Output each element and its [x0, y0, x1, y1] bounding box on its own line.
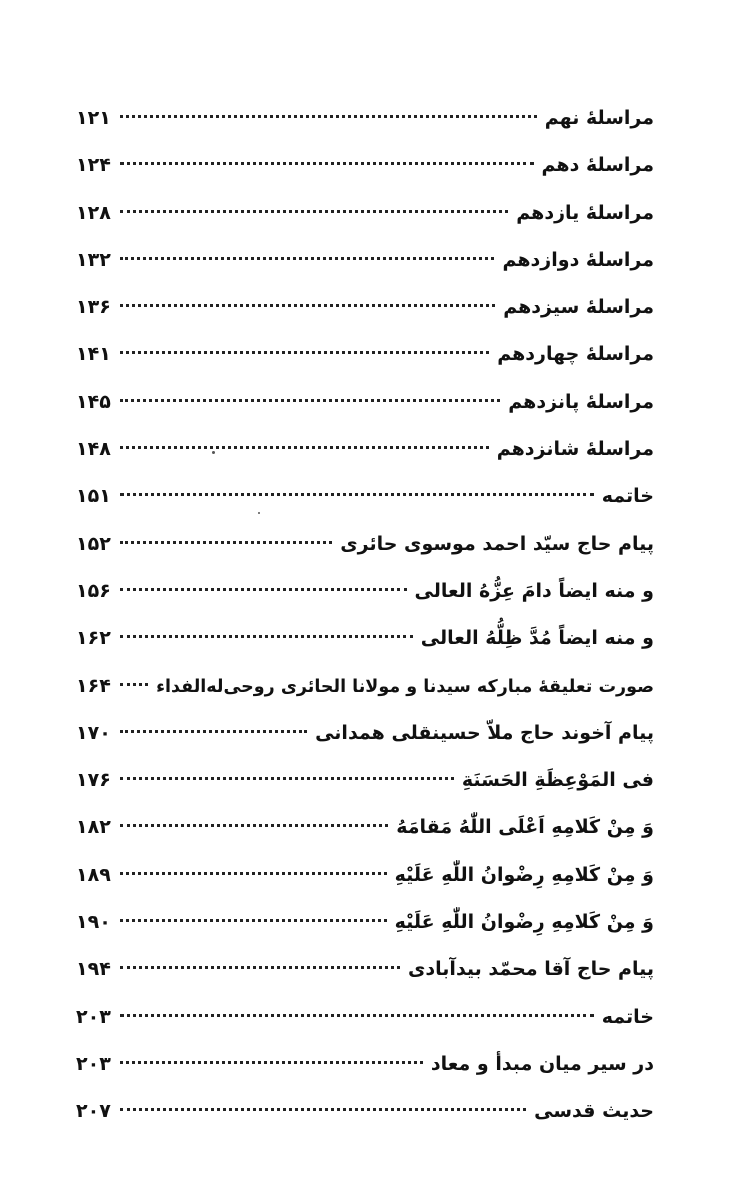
toc-entry-title: مراسلهٔ سیزدهم: [503, 296, 654, 319]
toc-entry-page-number: ۲۰۳: [76, 1052, 111, 1075]
toc-entry-page-number: ۱۴۵: [76, 390, 111, 413]
dot-leader: [120, 162, 534, 165]
dot-leader: [120, 635, 413, 638]
toc-entry-title: پیام حاج سیّد احمد موسوی حائری: [340, 532, 654, 555]
toc-entry-title: پیام حاج آقا محمّد بیدآبادی: [408, 958, 654, 981]
toc-entry-15: [76, 757, 654, 804]
toc-entry-page-number: ۱۶۴: [76, 674, 111, 697]
toc-entry-title: مراسلهٔ پانزدهم: [508, 390, 654, 413]
toc-entry-2: [76, 142, 654, 189]
toc-entry-title: مراسلهٔ چهاردهم: [497, 343, 654, 366]
print-speck: [212, 451, 215, 454]
toc-entry-9: [76, 473, 654, 520]
toc-entry-title: خاتمه: [601, 485, 654, 508]
dot-leader: [120, 777, 454, 780]
toc-entry-page-number: ۲۰۷: [76, 1100, 111, 1123]
toc-entry-title: مراسلهٔ یازدهم: [516, 201, 654, 224]
toc-entry-page-number: ۱۸۲: [76, 816, 111, 839]
toc-entry-5: [76, 284, 654, 331]
toc-entry-page-number: ۱۹۰: [76, 911, 111, 934]
toc-entry-page-number: ۱۷۰: [76, 721, 111, 744]
toc-entry-title: و منه ایضاً مُدَّ ظِلُّهُ العالی: [420, 627, 654, 650]
dot-leader: [120, 446, 489, 449]
toc-entry-title: مراسلهٔ نهم: [544, 107, 654, 129]
toc-entry-13: [76, 663, 654, 710]
dot-leader: [120, 399, 500, 402]
dot-leader: [120, 304, 495, 307]
toc-entry-page-number: ۱۶۲: [76, 627, 111, 650]
dot-leader: [120, 115, 537, 118]
dot-leader: [120, 210, 508, 213]
toc-entry-title: وَ مِنْ كَلامِهِ رِضْوانُ اللّٰهِ عَلَيْهِ: [394, 911, 654, 934]
toc-entry-title: پیام آخوند حاج ملاّ حسینقلی همدانی: [315, 721, 654, 744]
dot-leader: [120, 257, 494, 260]
toc-entry-title: صورت تعلیقهٔ مبارکه سیدنا و مولانا الحائری روحی‌له‌الفداء: [156, 676, 654, 697]
dot-leader: [120, 1061, 423, 1064]
toc-entry-page-number: ۱۸۹: [76, 863, 111, 886]
toc-entry-page-number: ۱۴۱: [76, 343, 111, 366]
toc-entry-page-number: ۱۵۲: [76, 532, 111, 555]
toc-entry-8: [76, 426, 654, 473]
toc-entry-title: در سیر میان مبدأ و معاد: [430, 1052, 654, 1075]
dot-leader: [120, 966, 400, 969]
toc-entry-page-number: ۱۳۶: [76, 296, 111, 319]
dot-leader: [120, 1108, 526, 1111]
toc-entry-page-number: ۱۳۲: [76, 248, 111, 271]
toc-entry-21: [76, 1041, 654, 1088]
toc-entry-title: مراسلهٔ دوازدهم: [502, 248, 654, 271]
dot-leader: [120, 683, 148, 686]
dot-leader: [120, 730, 307, 733]
toc-entry-10: [76, 521, 654, 568]
toc-entry-page-number: ۲۰۳: [76, 1005, 111, 1028]
toc-entry-19: [76, 946, 654, 993]
dot-leader: [120, 351, 489, 354]
toc-entry-16: [76, 804, 654, 851]
toc-entry-11: [76, 568, 654, 615]
dot-leader: [120, 1014, 594, 1017]
dot-leader: [120, 588, 407, 591]
dot-leader: [120, 824, 388, 827]
toc-entry-4: [76, 237, 654, 284]
toc-entry-12: [76, 615, 654, 662]
dot-leader: [120, 541, 332, 544]
toc-entry-page-number: ۱۲۱: [76, 107, 111, 129]
toc-entry-title: خاتمه: [601, 1005, 654, 1028]
toc-entry-page-number: ۱۵۱: [76, 485, 111, 508]
dot-leader: [120, 872, 387, 875]
toc-entry-page-number: ۱۷۶: [76, 769, 111, 792]
toc-entry-page-number: ۱۲۸: [76, 201, 111, 224]
dot-leader: [120, 919, 387, 922]
print-speck: [258, 512, 260, 514]
toc-entry-20: [76, 994, 654, 1041]
toc-entry-14: [76, 710, 654, 757]
toc-entry-22: [76, 1088, 654, 1135]
toc-entry-title: فی المَوْعِظَةِ الحَسَنَةِ: [461, 769, 654, 792]
dot-leader: [120, 493, 594, 496]
toc-entry-title: مراسلهٔ شانزدهم: [496, 438, 654, 461]
toc-entry-title: مراسلهٔ دهم: [541, 154, 654, 177]
toc-entry-title: و منه ایضاً دامَ عِزُّهُ العالی: [414, 579, 654, 602]
toc-entry-18: [76, 899, 654, 946]
toc-entry-title: حدیث قدسی: [534, 1100, 654, 1123]
toc-entry-page-number: ۱۲۴: [76, 154, 111, 177]
toc-entry-6: [76, 331, 654, 378]
toc-entry-17: [76, 852, 654, 899]
toc-entry-1: [76, 95, 654, 142]
toc-entry-page-number: ۱۵۶: [76, 579, 111, 602]
table-of-contents: [76, 95, 654, 1136]
toc-entry-7: [76, 379, 654, 426]
toc-entry-title: وَ مِنْ كَلامِهِ اَعْلَی اللّٰهُ مَقامَهُ: [396, 816, 654, 839]
toc-entry-title: وَ مِنْ كَلامِهِ رِضْوانُ اللّٰهِ عَلَيْهِ: [394, 863, 654, 886]
toc-entry-3: [76, 190, 654, 237]
toc-entry-page-number: ۱۹۴: [76, 958, 111, 981]
toc-entry-page-number: ۱۴۸: [76, 438, 111, 461]
